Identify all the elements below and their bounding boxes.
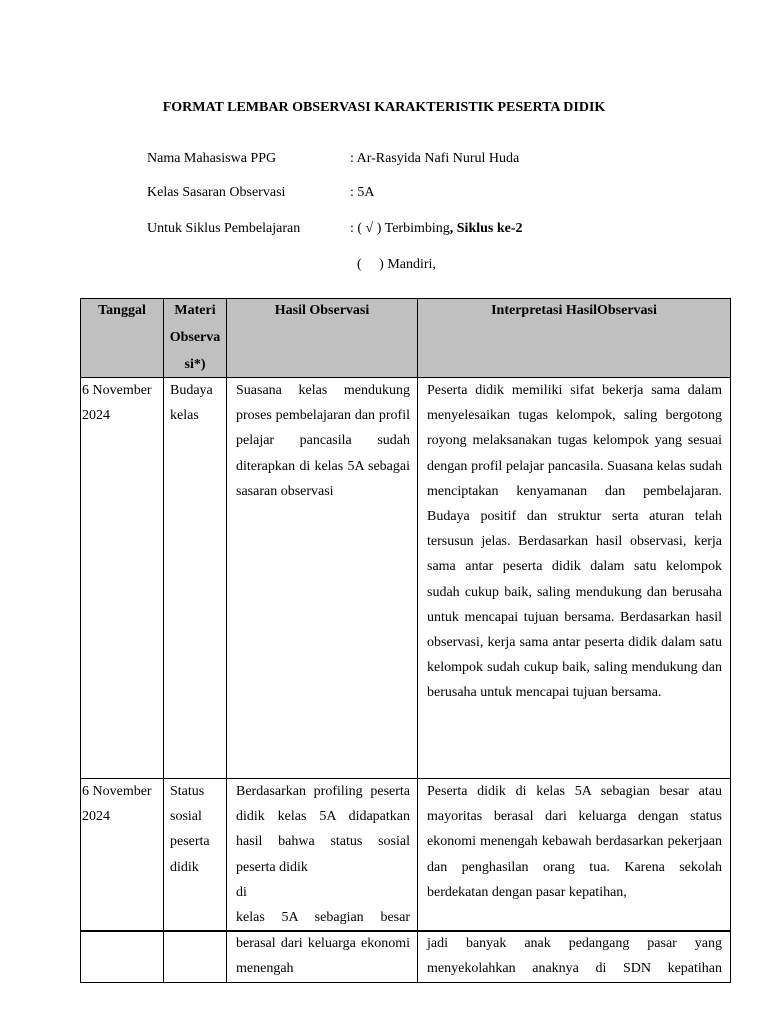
target-class-label: Kelas Sasaran Observasi	[147, 185, 286, 200]
cell-date	[81, 931, 164, 982]
learning-cycle-label: Untuk Siklus Pembelajaran	[147, 221, 301, 236]
cell-observation-result	[227, 931, 418, 982]
student-name-label: Nama Mahasiswa PPG	[147, 151, 277, 166]
cell-material	[164, 378, 227, 779]
table-row-continued	[81, 931, 731, 982]
student-name-value: : Ar-Rasyida Nafi Nurul Huda	[350, 151, 520, 166]
result-text: kelas 5A sebagian besar	[236, 910, 410, 926]
cell-observation-result: Suasana kelas mendukung proses pembelajaran dan profil pelajar pancasila sudah diterapkan di kelas 5A sebagai sasaran observasi	[227, 378, 418, 779]
material-line: Budaya	[170, 383, 213, 398]
material-line: peserta	[170, 834, 210, 850]
header-date: Tanggal	[81, 299, 164, 378]
cell-date	[81, 779, 164, 932]
cell-material	[164, 931, 227, 982]
result-text: berasal dari keluarga ekonomi menengah	[236, 936, 410, 977]
target-class-value: : 5A	[350, 185, 375, 200]
cycle-guided-option: : ( √ ) Terbimbing	[350, 221, 450, 236]
cell-observation-result	[227, 779, 418, 932]
cell-interpretation: Peserta didik di kelas 5A sebagian besar atau mayoritas berasal dari keluarga dengan status ekonomi menengah kebawah berdasarkan pekerjaan dan penghasilan orang tua. Karena sekolah berdekatan dengan pasar kepatihan,	[418, 779, 731, 932]
date-line: 6 November	[82, 784, 152, 799]
observation-table	[80, 298, 731, 983]
material-line: sosial	[170, 809, 202, 825]
header-interpretation: Interpretasi HasilObservasi	[418, 299, 731, 378]
result-text: di	[236, 884, 247, 900]
cell-interpretation	[418, 931, 731, 982]
cycle-number: , Siklus ke-2	[449, 221, 523, 236]
material-line: Status	[170, 784, 205, 799]
result-text: Berdasarkan profiling peserta didik kelas 5A didapatkan hasil bahwa status sosial peserta didik	[236, 784, 410, 875]
document-title: FORMAT LEMBAR OBSERVASI KARAKTERISTIK PESERTA DIDIK	[162, 100, 606, 115]
table-row	[81, 378, 731, 779]
material-line: didik	[170, 859, 199, 875]
date-line: 6 November	[82, 383, 152, 398]
header-material-line: si*)	[184, 357, 206, 372]
interpretation-text: jadi banyak anak pedangang pasar yang menyekolahkan anaknya di SDN kepatihan	[427, 936, 722, 977]
header-material-line: Materi	[174, 303, 216, 318]
cell-interpretation: Peserta didik memiliki sifat bekerja sama dalam menyelesaikan tugas kelompok, saling bergotong royong melaksanakan tugas kelompok yang sesuai dengan profil pelajar pancasila. Suasana kelas sudah menciptakan kenyamanan dan pembelajaran. Budaya positif dan struktur serta aturan telah tersusun jelas. Berdasarkan hasil observasi, kerja sama antar peserta didik dalam satu kelompok sudah cukup baik, saling mendukung dan berusaha untuk mencapai tujuan bersama. Berdasarkan hasil observasi, kerja sama antar peserta didik dalam satu kelompok sudah cukup baik, saling mendukung dan berusaha untuk mencapai tujuan bersama.	[418, 378, 731, 779]
table-row	[81, 779, 731, 932]
cycle-independent-option: ( ) Mandiri,	[357, 257, 436, 272]
date-line: 2024	[82, 809, 110, 825]
cell-date	[81, 378, 164, 779]
cell-material	[164, 779, 227, 932]
material-line: kelas	[170, 408, 199, 424]
date-line: 2024	[82, 408, 110, 424]
header-material-line: Observa	[169, 330, 221, 345]
header-observation-result: Hasil Observasi	[227, 299, 418, 378]
header-material	[164, 299, 227, 378]
learning-cycle-value	[350, 221, 523, 237]
table-header-row	[81, 299, 731, 378]
